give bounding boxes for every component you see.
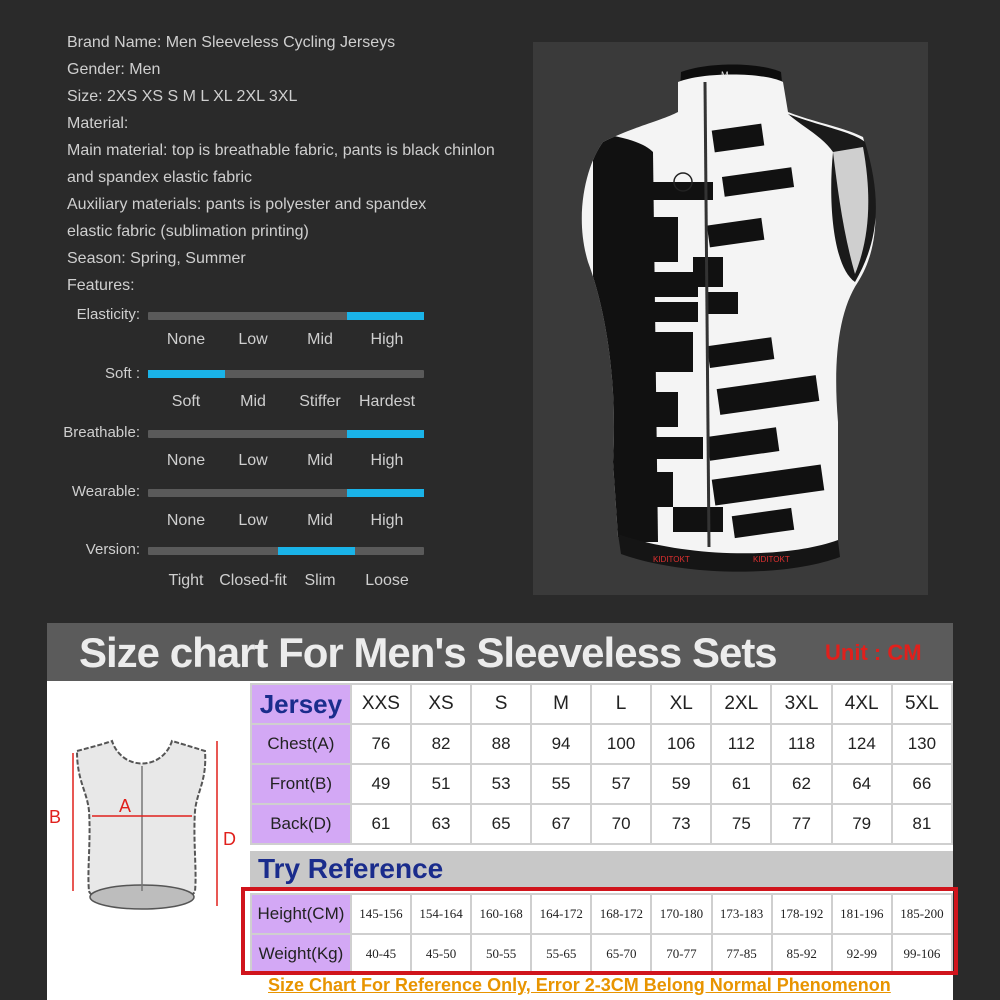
table-cell: 145-156 (351, 894, 411, 934)
row-header: Weight(Kg) (251, 934, 351, 974)
aux-material-line-2: elastic fabric (sublimation printing) (67, 223, 309, 240)
aux-material-line-1: Auxiliary materials: pants is polyester and spandex (67, 196, 427, 213)
size-table (250, 683, 953, 845)
feature-option: Mid (240, 393, 266, 410)
table-cell: 112 (711, 724, 771, 764)
brand-name: Brand Name: Men Sleeveless Cycling Jerseys (67, 34, 396, 51)
table-cell: 85-92 (772, 934, 832, 974)
jersey-header: Jersey (251, 684, 351, 724)
table-cell: 62 (771, 764, 831, 804)
feature-label: Soft : (104, 365, 140, 382)
table-cell: 178-192 (772, 894, 832, 934)
row-header: Height(CM) (251, 894, 351, 934)
table-cell: 154-164 (411, 894, 471, 934)
size-header-cell: S (471, 684, 531, 724)
feature-level-bar (148, 430, 424, 438)
feature-label: Wearable: (71, 483, 140, 500)
feature-label: Version: (85, 541, 140, 558)
try-reference-label: Try Reference (258, 853, 444, 884)
table-cell: 99-106 (892, 934, 952, 974)
gender: Gender: Men (67, 61, 161, 78)
table-cell: 61 (351, 804, 411, 844)
table-cell: 164-172 (531, 894, 591, 934)
table-cell: 64 (832, 764, 892, 804)
table-cell: 50-55 (471, 934, 531, 974)
feature-option: Low (238, 512, 268, 529)
material-heading: Material: (67, 115, 129, 132)
table-row (251, 804, 952, 844)
feature-option: Mid (307, 452, 333, 469)
feature-level-bar (148, 312, 424, 320)
hem-logo-text-2: KIDITOKT (753, 555, 790, 564)
reference-table (250, 893, 953, 975)
size-header-cell: 5XL (892, 684, 952, 724)
table-cell: 130 (892, 724, 952, 764)
feature-option: High (370, 331, 404, 348)
collar-size-tag: M (721, 70, 729, 80)
size-chart-header (47, 623, 953, 681)
table-cell: 40-45 (351, 934, 411, 974)
table-cell: 70 (591, 804, 651, 844)
hem-logo-text: KIDITOKT (653, 555, 690, 564)
size-header-cell: L (591, 684, 651, 724)
size-list: Size: 2XS XS S M L XL 2XL 3XL (67, 88, 298, 105)
size-header-cell: 2XL (711, 684, 771, 724)
table-cell: 73 (651, 804, 711, 844)
size-header-cell: 3XL (771, 684, 831, 724)
row-header: Back(D) (251, 804, 351, 844)
table-cell: 55-65 (531, 934, 591, 974)
feature-option: Slim (304, 572, 336, 589)
table-cell: 75 (711, 804, 771, 844)
feature-level-bar (148, 370, 424, 378)
table-cell: 118 (771, 724, 831, 764)
feature-option: None (166, 512, 206, 529)
feature-option: None (166, 452, 206, 469)
table-cell: 55 (531, 764, 591, 804)
feature-options (148, 512, 424, 532)
measurement-diagram (47, 681, 247, 1000)
table-cell: 57 (591, 764, 651, 804)
season: Season: Spring, Summer (67, 250, 246, 267)
table-cell: 100 (591, 724, 651, 764)
table-cell: 45-50 (411, 934, 471, 974)
table-cell: 124 (832, 724, 892, 764)
feature-option: Low (238, 452, 268, 469)
row-header: Front(B) (251, 764, 351, 804)
table-cell: 81 (892, 804, 952, 844)
table-cell: 77-85 (712, 934, 772, 974)
main-material-line-2: and spandex elastic fabric (67, 169, 252, 186)
feature-label: Elasticity: (76, 306, 140, 323)
table-cell: 53 (471, 764, 531, 804)
feature-level-fill (347, 430, 424, 438)
table-cell: 77 (771, 804, 831, 844)
feature-option: Mid (307, 512, 333, 529)
size-header-cell: XL (651, 684, 711, 724)
features-heading: Features: (67, 277, 135, 294)
feature-level-fill (278, 547, 355, 555)
label-a: A (119, 796, 132, 816)
label-b: B (49, 807, 62, 827)
feature-level-fill (148, 370, 225, 378)
feature-option: Low (238, 331, 268, 348)
table-cell: 168-172 (591, 894, 651, 934)
table-cell: 173-183 (712, 894, 772, 934)
feature-option: Mid (307, 331, 333, 348)
feature-options (148, 393, 424, 413)
feature-option: High (370, 512, 404, 529)
table-cell: 59 (651, 764, 711, 804)
feature-level-bar (148, 489, 424, 497)
table-row (251, 764, 952, 804)
table-row (251, 894, 952, 934)
feature-option: Stiffer (299, 393, 341, 410)
table-cell: 65-70 (591, 934, 651, 974)
table-cell: 51 (411, 764, 471, 804)
row-header: Chest(A) (251, 724, 351, 764)
table-cell: 185-200 (892, 894, 952, 934)
feature-option: Tight (168, 572, 204, 589)
product-photo (533, 42, 928, 595)
try-reference-bar (250, 851, 953, 887)
table-cell: 61 (711, 764, 771, 804)
size-header-cell: M (531, 684, 591, 724)
table-cell: 94 (531, 724, 591, 764)
table-cell: 66 (892, 764, 952, 804)
feature-option: Soft (171, 393, 201, 410)
table-cell: 160-168 (471, 894, 531, 934)
table-cell: 82 (411, 724, 471, 764)
feature-label: Breathable: (63, 424, 140, 441)
label-d: D (223, 829, 236, 849)
table-cell: 79 (832, 804, 892, 844)
size-header-row (251, 684, 952, 724)
vest-outline-icon (47, 681, 247, 1000)
feature-option: Closed-fit (219, 572, 287, 589)
table-cell: 65 (471, 804, 531, 844)
size-header-cell: XXS (351, 684, 411, 724)
size-chart-note: Size Chart For Reference Only, Error 2-3CM Belong Normal Phenomenon (268, 975, 891, 995)
unit-label: Unit : CM (825, 640, 922, 665)
table-cell: 106 (651, 724, 711, 764)
main-material-line-1: Main material: top is breathable fabric, pants is black chinlon (67, 142, 495, 159)
feature-option: Hardest (358, 393, 416, 410)
feature-option: None (166, 331, 206, 348)
table-cell: 76 (351, 724, 411, 764)
feature-level-fill (347, 312, 424, 320)
feature-level-fill (347, 489, 424, 497)
table-cell: 92-99 (832, 934, 892, 974)
table-row (251, 724, 952, 764)
table-cell: 88 (471, 724, 531, 764)
size-header-cell: 4XL (832, 684, 892, 724)
size-chart-body (47, 681, 953, 1000)
table-cell: 63 (411, 804, 471, 844)
size-header-cell: XS (411, 684, 471, 724)
feature-option: High (370, 452, 404, 469)
feature-options (148, 452, 424, 472)
feature-options (148, 572, 424, 592)
table-cell: 67 (531, 804, 591, 844)
feature-options (148, 331, 424, 351)
table-cell: 49 (351, 764, 411, 804)
feature-level-bar (148, 547, 424, 555)
table-cell: 181-196 (832, 894, 892, 934)
feature-option: Loose (365, 572, 409, 589)
table-cell: 170-180 (651, 894, 711, 934)
table-cell: 70-77 (651, 934, 711, 974)
sleeveless-jersey-image (533, 42, 928, 595)
table-row (251, 934, 952, 974)
size-chart-title: Size chart For Men's Sleeveless Sets (79, 629, 777, 676)
